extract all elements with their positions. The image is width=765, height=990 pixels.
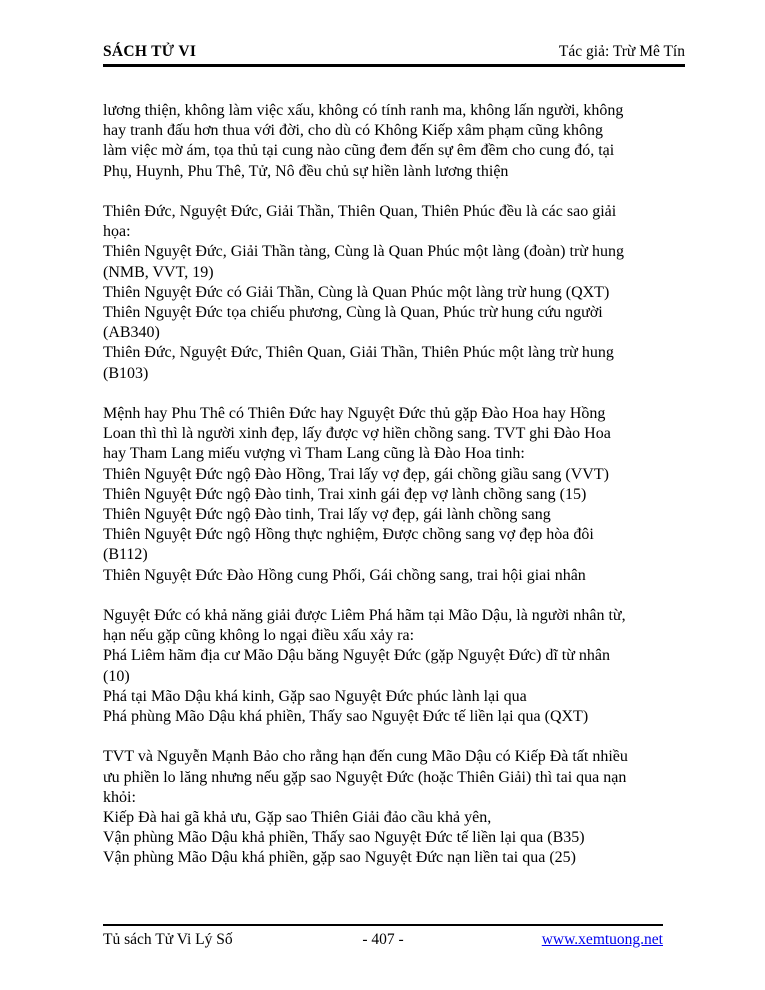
text-line: Thiên Nguyệt Đức có Giải Thần, Cùng là Quan Phúc một làng trừ hung (QXT) [103,283,610,301]
text-line: Vận phùng Mão Dậu khả phiền, Thấy sao Nguyệt Đức tế liền lại qua (B35) [103,829,585,847]
text-line: Kiếp Đà hai gã khả ưu, Gặp sao Thiên Giải đảo cầu khả yên, [103,809,492,827]
header-author: Tác giả: Trừ Mê Tín [558,43,685,60]
text-line: (B112) [103,546,148,564]
text-line: Thiên Nguyệt Đức Đào Hồng cung Phối, Gái chồng sang, trai hội giai nhân [103,566,586,584]
text-line: hạn nếu gặp cũng không lo ngại điều xấu xảy ra: [103,627,415,645]
text-line: Thiên Nguyệt Đức, Giải Thần tàng, Cùng là Quan Phúc một làng (đoàn) trừ hung [103,243,624,261]
footer-website-link[interactable]: www.xemtuong.net [541,931,663,948]
text-line: lương thiện, không làm việc xấu, không có tính ranh ma, không lấn người, không [103,102,624,119]
footer-page-number: - 407 - [362,931,404,948]
text-line: Phá tại Mão Dậu khá kinh, Gặp sao Nguyệt Đức phúc lành lại qua [103,687,527,705]
text-line: Phá Liêm hãm địa cư Mão Dậu băng Nguyệt Đức (gặp Nguyệt Đức) dĩ từ nhân [103,647,610,665]
text-line: Phá phùng Mão Dậu khá phiền, Thấy sao Nguyệt Đức tế liền lại qua (QXT) [103,708,589,726]
text-line: hay tranh đấu hơn thua với đời, cho dù có Không Kiếp xâm phạm cũng không [103,122,603,140]
text-line: Mệnh hay Phu Thê có Thiên Đức hay Nguyệt Đức thủ gặp Đào Hoa hay Hồng [103,405,606,423]
text-line: (B103) [103,364,149,382]
text-line: Thiên Đức, Nguyệt Đức, Giải Thần, Thiên Quan, Thiên Phúc đều là các sao giải [103,203,617,220]
text-line: hay Tham Lang miếu vượng vì Tham Lang cũng là Đào Hoa tinh: [103,445,525,463]
text-line: Thiên Nguyệt Đức ngộ Hồng thực nghiệm, Được chồng sang vợ đẹp hòa đôi [103,526,594,544]
text-line: Phụ, Huynh, Phu Thê, Tử, Nô đều chủ sự hiền lành lương thiện [103,162,509,180]
text-line: (NMB, VVT, 19) [103,263,214,281]
footer-series-title: Tủ sách Tử Vi Lý Số [103,931,233,948]
text-line: Thiên Đức, Nguyệt Đức, Thiên Quan, Giải Thần, Thiên Phúc một làng trừ hung [103,344,614,362]
page-footer [103,924,663,949]
paragraph [103,404,685,586]
header-book-title: SÁCH TỬ VI [103,43,197,60]
paragraph [103,202,685,384]
text-line: Loan thì thì là người xinh đẹp, lấy được vợ hiền chồng sang. TVT ghi Đào Hoa [103,425,611,443]
text-line: họa: [103,223,131,241]
text-line: Nguyệt Đức có khả năng giải được Liêm Phá hãm tại Mão Dậu, là người nhân từ, [103,607,626,625]
text-line: (10) [103,667,130,685]
text-line: ưu phiền lo lăng nhưng nếu gặp sao Nguyệt Đức (hoặc Thiên Giải) thì tai qua nạn [103,768,627,786]
paragraph [103,606,685,727]
text-line: làm việc mờ ám, tọa thủ tại cung nào cũng đem đến sự êm đềm cho cung đó, tại [103,142,615,160]
text-line: khỏi: [103,788,136,806]
text-line: Thiên Nguyệt Đức tọa chiếu phương, Cùng là Quan, Phúc trừ hung cứu người [103,304,603,322]
text-line: TVT và Nguyễn Mạnh Bảo cho rằng hạn đến cung Mão Dậu có Kiếp Đà tất nhiều [103,748,628,766]
text-line: (AB340) [103,324,160,342]
text-line: Vận phùng Mão Dậu khá phiền, gặp sao Nguyệt Đức nạn liền tai qua (25) [103,849,576,867]
text-line: Thiên Nguyệt Đức ngộ Đào tinh, Trai xinh gái đẹp vợ lành chồng sang (15) [103,485,587,503]
page-header [103,42,685,67]
paragraph [103,101,685,182]
text-line: Thiên Nguyệt Đức ngộ Đào Hồng, Trai lấy vợ đẹp, gái chồng giầu sang (VVT) [103,465,609,483]
paragraph [103,747,685,868]
page-body [103,101,685,869]
text-line: Thiên Nguyệt Đức ngộ Đào tinh, Trai lấy vợ đẹp, gái lành chồng sang [103,506,551,524]
